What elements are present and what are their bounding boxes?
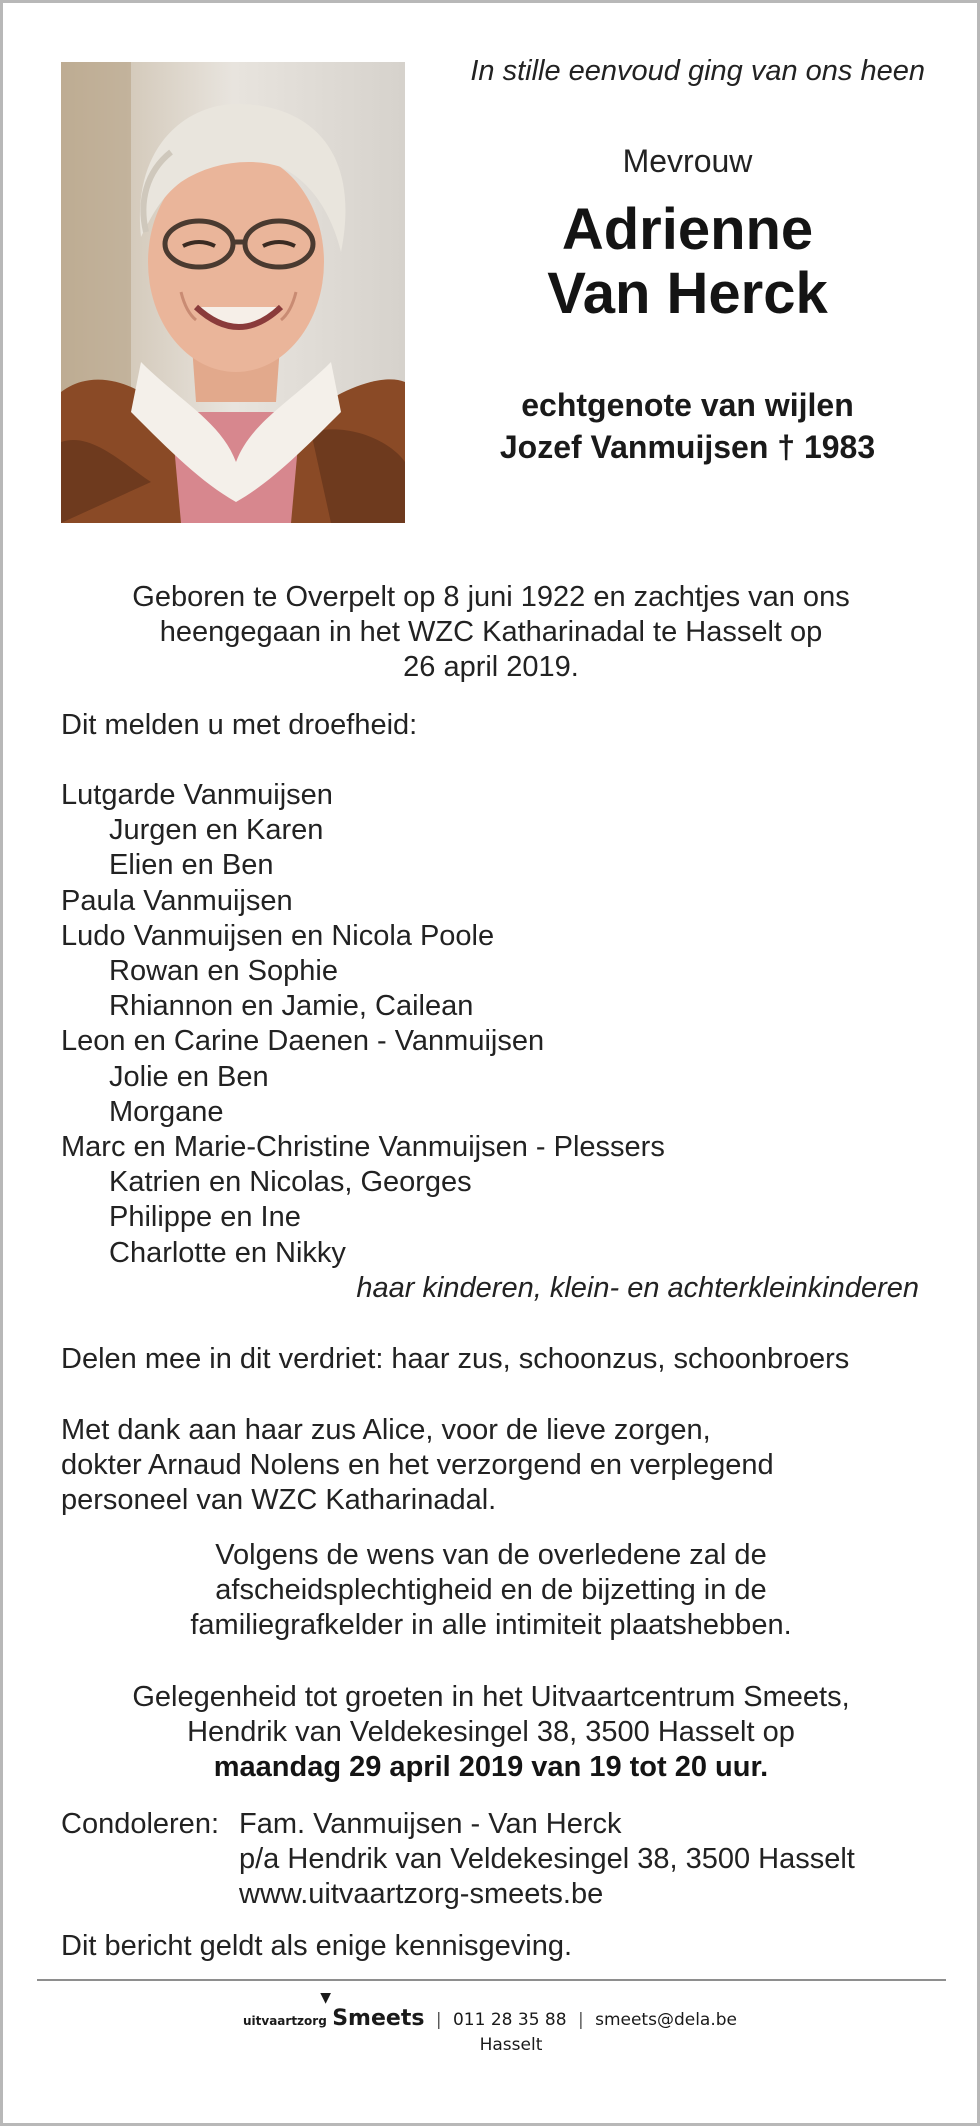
honorific: Mevrouw bbox=[622, 143, 753, 179]
family-list bbox=[61, 778, 931, 1306]
family-member-child: Leon en Carine Daenen - Vanmuijsen bbox=[61, 1025, 545, 1058]
text-line: Met dank aan haar zus Alice, voor de lieve zorgen, bbox=[61, 1414, 711, 1446]
footer-email[interactable]: smeets@dela.be bbox=[595, 2010, 737, 2030]
family-member-grandchild: Rowan en Sophie bbox=[109, 955, 338, 988]
brand-logo bbox=[320, 1990, 425, 2031]
deceased-first-name: Adrienne bbox=[561, 197, 814, 262]
thanks-paragraph bbox=[61, 1413, 921, 1518]
condolences-label: Condoleren: bbox=[61, 1808, 219, 1840]
title-block bbox=[415, 143, 960, 468]
family-member-child: Ludo Vanmuijsen en Nicola Poole bbox=[61, 919, 495, 952]
family-member-grandchild: Elien en Ben bbox=[109, 849, 274, 882]
text-line: dokter Arnaud Nolens en het verzorgend en verplegend bbox=[61, 1449, 774, 1481]
family-member-grandchild: Rhiannon en Jamie, Cailean bbox=[109, 990, 474, 1023]
portrait-photo bbox=[61, 62, 405, 523]
brand-name: Smeets bbox=[332, 2006, 425, 2031]
text-line: 26 april 2019. bbox=[403, 651, 579, 683]
condolences-website[interactable]: www.uitvaartzorg-smeets.be bbox=[239, 1878, 604, 1910]
footer bbox=[3, 1990, 977, 2055]
footer-city: Hasselt bbox=[479, 2035, 543, 2055]
visitation-paragraph bbox=[61, 1680, 921, 1785]
footer-contact-line bbox=[3, 1990, 977, 2031]
announce-line: Dit melden u met droefheid: bbox=[61, 709, 418, 741]
family-member-grandchild: Katrien en Nicolas, Georges bbox=[109, 1166, 472, 1199]
brand-prefix: uitvaartzorg bbox=[242, 2014, 327, 2028]
family-member-grandchild: Morgane bbox=[109, 1095, 224, 1128]
portrait-illustration bbox=[61, 62, 405, 523]
text-line: Volgens de wens van de overledene zal de bbox=[215, 1539, 767, 1571]
footer-divider bbox=[37, 1979, 946, 1981]
birth-death-paragraph bbox=[61, 580, 921, 685]
condolences-row bbox=[61, 1807, 855, 1842]
text-line: Geboren te Overpelt op 8 juni 1922 en zachtjes van ons bbox=[132, 581, 850, 613]
condolences-line-1: Fam. Vanmuijsen - Van Herck bbox=[239, 1808, 622, 1840]
visitation-date: maandag 29 april 2019 van 19 tot 20 uur. bbox=[213, 1751, 769, 1783]
family-relation-note: haar kinderen, klein- en achterkleinkinderen bbox=[356, 1271, 919, 1304]
text-line: afscheidsplechtigheid en de bijzetting in de bbox=[215, 1574, 767, 1606]
intro-line: In stille eenvoud ging van ons heen bbox=[470, 55, 925, 87]
text-line: heengegaan in het WZC Katharinadal te Hasselt op bbox=[159, 616, 823, 648]
spouse-line-2: Jozef Vanmuijsen † 1983 bbox=[499, 429, 876, 465]
text-line: familiegrafkelder in alle intimiteit plaatshebben. bbox=[190, 1609, 792, 1641]
family-member-grandchild: Jurgen en Karen bbox=[109, 814, 324, 847]
separator: | bbox=[577, 2010, 584, 2030]
family-member-child: Paula Vanmuijsen bbox=[61, 884, 293, 917]
text-line: Hendrik van Veldekesingel 38, 3500 Hasselt op bbox=[187, 1716, 795, 1748]
deceased-last-name: Van Herck bbox=[547, 261, 828, 326]
family-member-grandchild: Jolie en Ben bbox=[109, 1060, 269, 1093]
share-line: Delen mee in dit verdriet: haar zus, schoonzus, schoonbroers bbox=[61, 1343, 850, 1375]
family-member-grandchild: Philippe en Ine bbox=[109, 1201, 301, 1234]
spouse-line-1: echtgenote van wijlen bbox=[521, 387, 854, 423]
wish-paragraph bbox=[61, 1538, 921, 1643]
spouse-info bbox=[415, 384, 960, 468]
separator: | bbox=[435, 2010, 442, 2030]
condolences-line-2: p/a Hendrik van Veldekesingel 38, 3500 Hasselt bbox=[239, 1843, 855, 1875]
family-member-child: Marc en Marie-Christine Vanmuijsen - Plessers bbox=[61, 1131, 665, 1164]
footer-phone: 011 28 35 88 bbox=[452, 2010, 567, 2030]
notice-line: Dit bericht geldt als enige kennisgeving. bbox=[61, 1930, 573, 1962]
text-line: Gelegenheid tot groeten in het Uitvaartcentrum Smeets, bbox=[132, 1681, 850, 1713]
condolences-block bbox=[61, 1807, 855, 1912]
family-member-grandchild: Charlotte en Nikky bbox=[109, 1236, 346, 1269]
logo-triangle-icon: ▼ bbox=[320, 1990, 331, 2006]
text-line: personeel van WZC Katharinadal. bbox=[61, 1484, 497, 1516]
family-member-child: Lutgarde Vanmuijsen bbox=[61, 779, 333, 811]
